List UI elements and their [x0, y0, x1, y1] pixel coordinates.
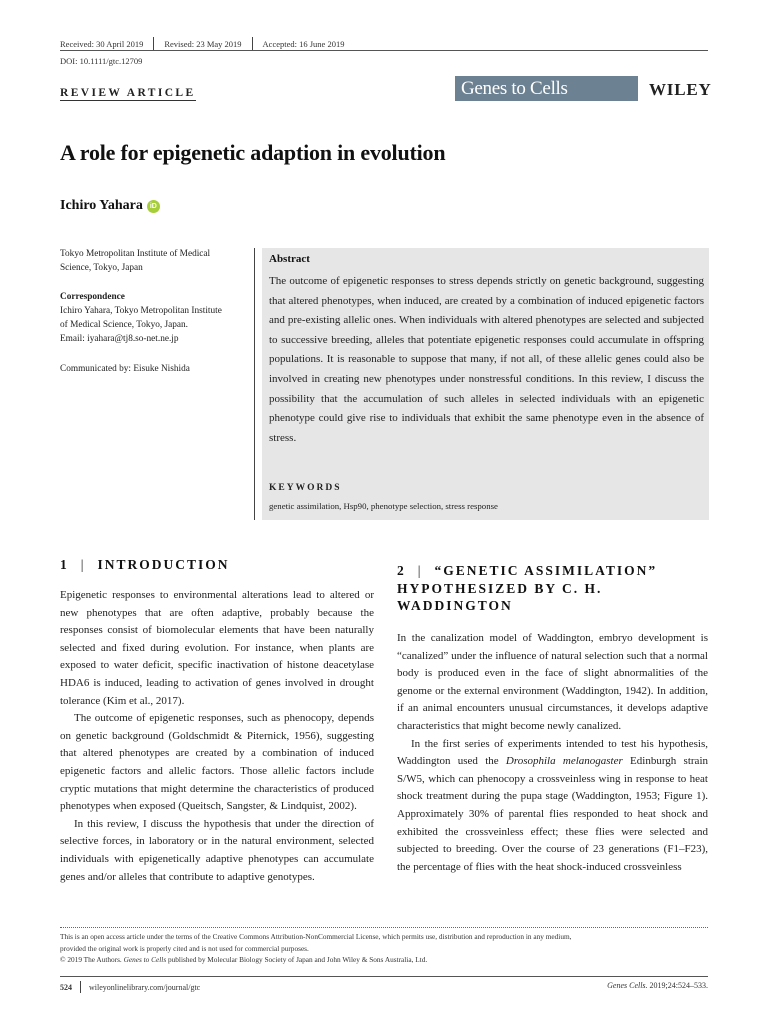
- citation-details: 2019;24:524–533.: [647, 981, 708, 990]
- species-name: Drosophila melanogaster: [505, 755, 623, 768]
- heading-separator: |: [80, 557, 86, 572]
- article-title: A role for epigenetic adaption in evolution: [60, 140, 446, 165]
- text-run: In the first series of experiments intended to test his hypothesis, Waddington used the: [397, 737, 708, 768]
- page-number: 524: [60, 982, 72, 992]
- abstract-heading: Abstract: [269, 253, 310, 265]
- doi[interactable]: DOI: 10.1111/gtc.12709: [60, 56, 143, 66]
- journal-logo: Genes to Cells: [455, 76, 638, 101]
- correspondence-line: of Medical Science, Tokyo, Japan.: [60, 320, 189, 330]
- header-rule: [60, 50, 708, 51]
- revised-date: Revised: 23 May 2019: [164, 39, 242, 49]
- journal-url[interactable]: wileyonlinelibrary.com/journal/gtc: [89, 982, 201, 992]
- paragraph: In this review, I discuss the hypothesis that under the direction of selective forces, in laboratory or in the natural environment, selected individuals with epigenetically adaptive phenotypes can accumulate genes and/or alleles that contribute to adaptive genotypes.: [60, 817, 374, 883]
- article-type: REVIEW ARTICLE: [60, 87, 196, 99]
- received-date: Received: 30 April 2019: [60, 39, 144, 49]
- accepted-date: Accepted: 16 June 2019: [262, 39, 345, 49]
- text-run: © 2019 The Authors.: [60, 955, 124, 964]
- section-heading-genetic-assimilation: [397, 562, 697, 615]
- article-dates: [60, 37, 344, 51]
- copyright-line: [60, 954, 708, 966]
- correspondence-heading: Correspondence: [60, 292, 125, 302]
- affiliation-line: Tokyo Metropolitan Institute of Medical: [60, 249, 211, 259]
- page-footer-left: [60, 981, 200, 993]
- author-line: [60, 198, 160, 214]
- text-run: published by Molecular Biology Society of Japan and John Wiley & Sons Australia, Ltd.: [166, 955, 428, 964]
- communicated-by: Communicated by: Eisuke Nishida: [60, 364, 190, 374]
- divider: [252, 37, 253, 51]
- citation-journal: Genes Cells.: [607, 981, 648, 990]
- affiliation: [60, 247, 250, 275]
- orcid-icon[interactable]: iD: [147, 200, 160, 213]
- paragraph: The outcome of epigenetic responses, such as phenocopy, depends on genetic background (Goldschmidt & Piternick, 1956), suggesting that altered phenotypes are created by a combination of induced epigenetic factors and allelic factors. Those allelic factors include cryptic mutations that might determine the characteristics of produced phenotypes when exposed (Queitsch, Sangster, & Lindquist, 2002).: [60, 712, 374, 813]
- sidebar-divider: [254, 248, 255, 520]
- author-name[interactable]: Ichiro Yahara: [60, 198, 143, 213]
- license-line: provided the original work is properly cited and is not used for commercial purposes.: [60, 943, 309, 953]
- section-title: INTRODUCTION: [97, 557, 230, 572]
- license-line: This is an open access article under the terms of the Creative Commons Attribution-NonCommercial License, which permits use, distribution and reproduction in any medium,: [60, 932, 572, 941]
- publisher-logo: WILEY: [649, 80, 712, 99]
- footer-rule: [60, 976, 708, 977]
- correspondence: [60, 290, 250, 346]
- divider: [80, 981, 81, 993]
- section-title: “GENETIC ASSIMILATION” HYPOTHESIZED BY C. H. WADDINGTON: [397, 563, 658, 613]
- right-column-text: [397, 630, 708, 876]
- paragraph: [397, 736, 708, 877]
- license-separator: [60, 927, 708, 928]
- journal-name: Genes to Cells: [123, 955, 167, 964]
- heading-separator: |: [417, 563, 423, 578]
- correspondence-line: Ichiro Yahara, Tokyo Metropolitan Institute: [60, 306, 222, 316]
- paragraph: Epigenetic responses to environmental alterations lead to altered or new phenotypes that are often adaptive, probably because the responses consist of biomolecular elements that have been naturally selected and fixed during evolution. For instance, when plants are exposed to water deficit, specific inactivation of histone deacetylase HDA6 is induced, leading to activation of genes involved in drought tolerance (Kim et al., 2017).: [60, 589, 374, 707]
- section-number: 1: [60, 557, 69, 572]
- license-notice: [60, 931, 708, 966]
- correspondence-email[interactable]: Email: iyahara@tj8.so-net.ne.jp: [60, 334, 179, 344]
- section-number: 2: [397, 563, 406, 578]
- text-run: Edinburgh strain S/W5, which can phenocopy a crossveinless wing in response to heat shock treatment during the pupa stage (Waddington, 1953; Figure 1). Approximately 30% of parental flies responded to heat shock and exhibited the crossveinless effect; these flies were selected and subjected to breeding. Over the course of 23 generations (F1–F23), the percentage of flies with the heat shock-induced crossveinless: [397, 755, 708, 873]
- left-column-text: [60, 587, 374, 886]
- abstract-text: The outcome of epigenetic responses to stress depends strictly on genetic background, suggesting that altered phenotypes, when induced, are created by a combination of induced epigenetic factors and pre-existing allelic ones. When individuals with altered phenotypes are selected and subjected to successive breeding, alleles that potentiate epigenetic responses could accumulate in offspring populations. It is reasonable to suppose that many, if not all, of these allelic genes could also be involved in creating new phenotypes under nonstressful conditions. In this review, I discuss the possibility that the accumulation of such alleles in selected individuals with an epigenetic phenotype could give rise to individuals that exhibit the same phenotype even in the absence of stress.: [269, 275, 704, 444]
- keywords: genetic assimilation, Hsp90, phenotype selection, stress response: [269, 501, 498, 511]
- section-heading-introduction: [60, 557, 229, 573]
- affiliation-line: Science, Tokyo, Japan: [60, 263, 143, 273]
- paragraph: In the canalization model of Waddington, embryo development is “canalized” under the influence of natural selection such that a normal body is produced even in the face of slight abnormalities of the genome or the external environment (Waddington, 1942). In addition, if an animal encounters unusual circumstances, it develops adaptive characteristics that might become newly canalized.: [397, 632, 708, 732]
- citation: [607, 981, 708, 990]
- divider: [153, 37, 154, 51]
- keywords-heading: KEYWORDS: [269, 483, 342, 493]
